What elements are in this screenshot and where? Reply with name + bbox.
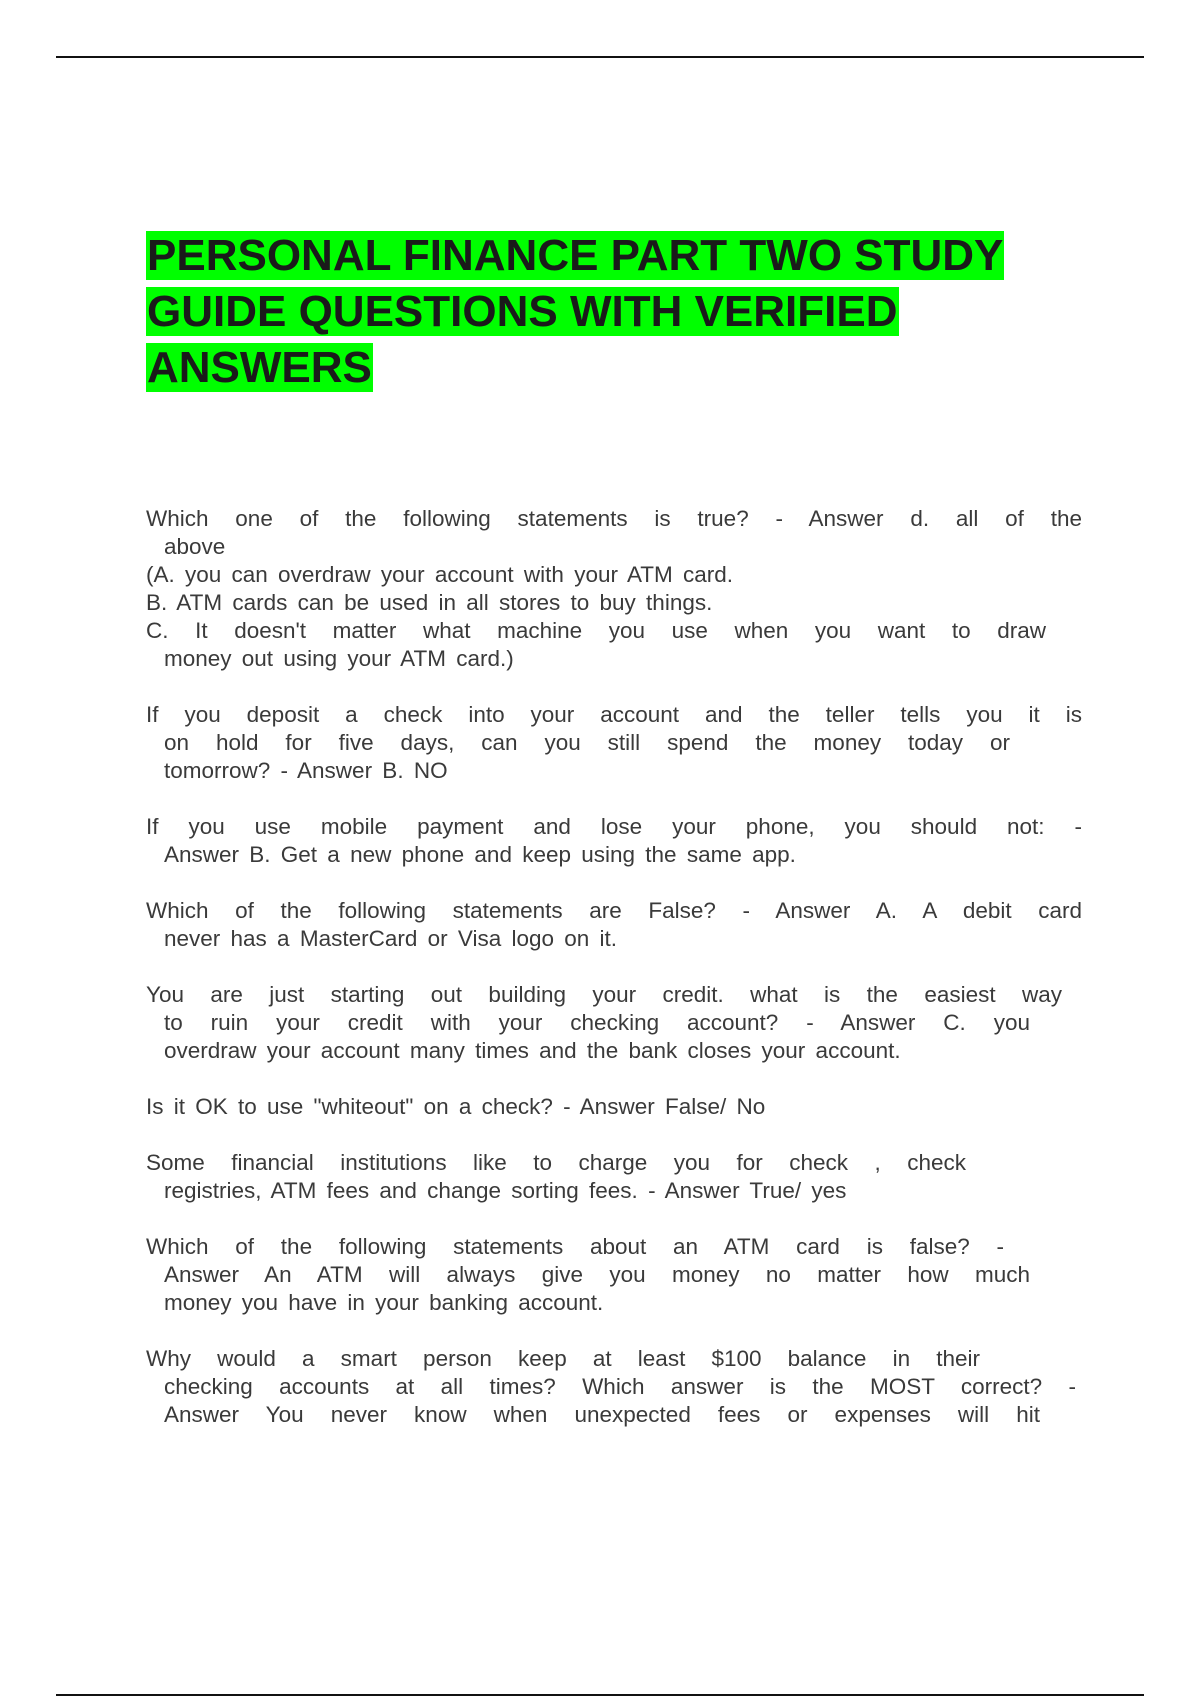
qa-line: registries, ATM fees and change sorting fees. - Answer True/ yes bbox=[164, 1178, 847, 1203]
qa-line: (A. you can overdraw your account with your ATM card. bbox=[146, 562, 734, 587]
qa-item-7 bbox=[146, 1149, 1082, 1205]
qa-line: never has a MasterCard or Visa logo on it. bbox=[164, 926, 618, 951]
qa-line: C. It doesn't matter what machine you use when you want to draw bbox=[146, 618, 1046, 643]
qa-item-5 bbox=[146, 981, 1082, 1065]
qa-line: Some financial institutions like to charge you for check , check bbox=[146, 1150, 966, 1175]
qa-line: money you have in your banking account. bbox=[164, 1290, 604, 1315]
qa-line: Answer B. Get a new phone and keep using the same app. bbox=[164, 842, 796, 867]
qa-item-2 bbox=[146, 701, 1082, 785]
title-line-3: ANSWERS bbox=[147, 343, 372, 392]
qa-line: If you use mobile payment and lose your phone, you should not: - bbox=[146, 814, 1082, 839]
qa-list bbox=[146, 505, 1082, 1457]
document-title bbox=[146, 228, 1096, 396]
qa-line: money out using your ATM card.) bbox=[164, 646, 514, 671]
bottom-rule bbox=[56, 1694, 1144, 1696]
qa-item-9 bbox=[146, 1345, 1082, 1429]
qa-item-3 bbox=[146, 813, 1082, 869]
qa-line: on hold for five days, can you still spend the money today or bbox=[164, 730, 1010, 755]
qa-line: Which one of the following statements is true? - Answer d. all of the bbox=[146, 506, 1082, 531]
qa-item-8 bbox=[146, 1233, 1082, 1317]
qa-line: Is it OK to use "whiteout" on a check? - Answer False/ No bbox=[146, 1094, 766, 1119]
qa-line: Which of the following statements about an ATM card is false? - bbox=[146, 1234, 1004, 1259]
qa-line: You are just starting out building your credit. what is the easiest way bbox=[146, 982, 1062, 1007]
qa-line: overdraw your account many times and the bank closes your account. bbox=[164, 1038, 901, 1063]
qa-line: B. ATM cards can be used in all stores to buy things. bbox=[146, 590, 713, 615]
qa-line: tomorrow? - Answer B. NO bbox=[164, 758, 448, 783]
qa-line: Answer You never know when unexpected fees or expenses will hit bbox=[164, 1402, 1040, 1427]
title-line-2: GUIDE QUESTIONS WITH VERIFIED bbox=[147, 287, 898, 336]
top-rule bbox=[56, 56, 1144, 58]
qa-line: to ruin your credit with your checking account? - Answer C. you bbox=[164, 1010, 1030, 1035]
title-line-1: PERSONAL FINANCE PART TWO STUDY bbox=[147, 231, 1004, 280]
qa-line: above bbox=[164, 534, 226, 559]
qa-item-6 bbox=[146, 1093, 1082, 1121]
qa-line: If you deposit a check into your account and the teller tells you it is bbox=[146, 702, 1082, 727]
qa-line: Which of the following statements are False? - Answer A. A debit card bbox=[146, 898, 1082, 923]
qa-line: checking accounts at all times? Which answer is the MOST correct? - bbox=[164, 1374, 1076, 1399]
qa-line: Answer An ATM will always give you money no matter how much bbox=[164, 1262, 1030, 1287]
qa-item-1 bbox=[146, 505, 1082, 673]
qa-line: Why would a smart person keep at least $100 balance in their bbox=[146, 1346, 980, 1371]
qa-item-4 bbox=[146, 897, 1082, 953]
